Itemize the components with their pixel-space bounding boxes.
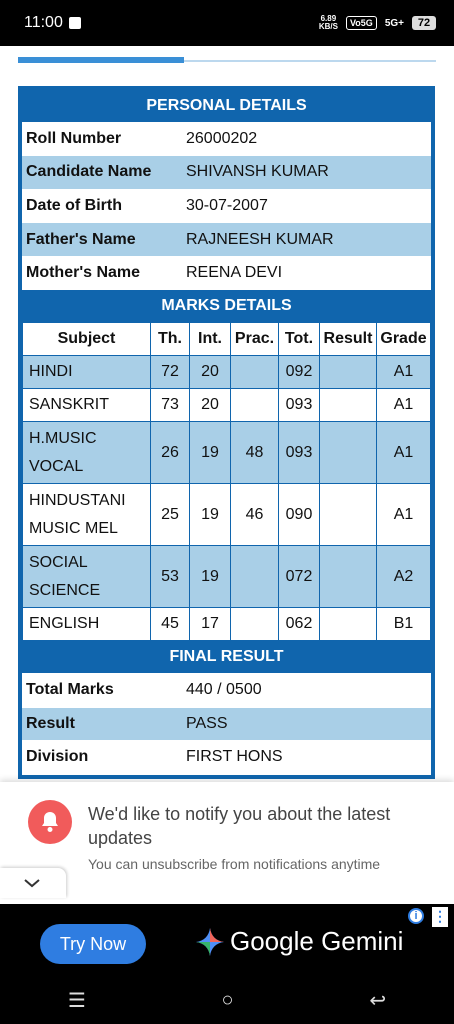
cell-int: 20 — [190, 389, 231, 422]
cell-th: 26 — [151, 422, 190, 484]
marks-details-heading: MARKS DETAILS — [161, 297, 292, 315]
cell-subject: HINDUSTANI MUSIC MEL — [23, 484, 151, 546]
cell-th: 53 — [151, 546, 190, 608]
table-row — [22, 741, 431, 775]
collapse-button[interactable] — [0, 868, 66, 898]
final-result-table — [22, 673, 431, 774]
cell-result — [320, 422, 377, 484]
col-grade: Grade — [377, 323, 431, 356]
back-button[interactable]: ↩ — [369, 989, 387, 1012]
row-value: 440 / 0500 — [182, 673, 431, 707]
row-label: Division — [22, 741, 182, 775]
personal-details-table — [22, 122, 431, 290]
cell-int: 19 — [190, 546, 231, 608]
row-value: 26000202 — [182, 122, 431, 156]
notification-subtitle: You can unsubscribe from notifications anytime — [88, 856, 381, 872]
table-row — [22, 189, 431, 223]
cell-grade: B1 — [377, 608, 431, 641]
cell-grade: A1 — [377, 389, 431, 422]
bell-icon — [28, 800, 72, 844]
status-bar — [0, 0, 454, 46]
cell-tot: 093 — [279, 389, 320, 422]
signal-icon: 5G+ — [384, 17, 404, 29]
ad-info-icon[interactable]: i — [408, 908, 424, 924]
cell-th: 25 — [151, 484, 190, 546]
col-subject: Subject — [23, 323, 151, 356]
result-card — [18, 86, 435, 779]
cell-tot: 062 — [279, 608, 320, 641]
table-row — [23, 389, 431, 422]
row-value: FIRST HONS — [182, 741, 431, 775]
col-th: Th. — [151, 323, 190, 356]
recents-button[interactable]: ☰ — [67, 989, 86, 1012]
ad-banner[interactable] — [0, 904, 454, 976]
try-now-button[interactable]: Try Now — [40, 924, 146, 964]
gemini-star-icon — [196, 928, 224, 956]
cell-result — [320, 389, 377, 422]
cell-th: 72 — [151, 356, 190, 389]
row-value: SHIVANSH KUMAR — [182, 156, 431, 190]
result-page[interactable] — [0, 46, 454, 782]
row-label: Roll Number — [22, 122, 182, 156]
cell-prac: 48 — [231, 422, 279, 484]
cell-tot: 072 — [279, 546, 320, 608]
row-label: Result — [22, 707, 182, 741]
row-label: Mother's Name — [22, 256, 182, 290]
table-row — [22, 256, 431, 290]
table-row — [22, 707, 431, 741]
final-result-heading: FINAL RESULT — [169, 648, 284, 666]
status-icons — [319, 15, 436, 31]
cell-prac — [231, 389, 279, 422]
col-int: Int. — [190, 323, 231, 356]
status-time: 11:00 — [24, 14, 63, 31]
marks-table — [22, 322, 431, 641]
speed-unit: KB/S — [318, 22, 338, 31]
ad-brand: Google Gemini — [230, 926, 404, 956]
cell-result — [320, 356, 377, 389]
cell-subject: SOCIAL SCIENCE — [23, 546, 151, 608]
cell-prac — [231, 356, 279, 389]
cell-grade: A1 — [377, 356, 431, 389]
col-prac: Prac. — [231, 323, 279, 356]
cell-grade: A1 — [377, 484, 431, 546]
cell-tot: 093 — [279, 422, 320, 484]
cell-grade: A2 — [377, 546, 431, 608]
table-row — [23, 422, 431, 484]
system-nav-bar — [0, 976, 454, 1024]
notification-icon — [69, 17, 81, 29]
home-button[interactable]: ○ — [221, 988, 234, 1011]
table-row — [23, 546, 431, 608]
cell-result — [320, 608, 377, 641]
cell-int: 17 — [190, 608, 231, 641]
network-speed — [319, 15, 338, 31]
row-value: REENA DEVI — [182, 256, 431, 290]
personal-details-heading: PERSONAL DETAILS — [146, 97, 307, 114]
col-tot: Tot. — [279, 323, 320, 356]
col-result: Result — [320, 323, 377, 356]
row-label: Candidate Name — [22, 156, 182, 190]
cell-subject: H.MUSIC VOCAL — [23, 422, 151, 484]
cell-result — [320, 484, 377, 546]
table-row — [23, 608, 431, 641]
cell-prac — [231, 546, 279, 608]
table-row — [23, 484, 431, 546]
table-row — [22, 223, 431, 257]
cell-subject: HINDI — [23, 356, 151, 389]
cell-subject: SANSKRIT — [23, 389, 151, 422]
row-value: PASS — [182, 707, 431, 741]
cell-tot: 090 — [279, 484, 320, 546]
cell-prac: 46 — [231, 484, 279, 546]
cell-subject: ENGLISH — [23, 608, 151, 641]
row-value: RAJNEESH KUMAR — [182, 223, 431, 257]
notification-prompt[interactable] — [0, 782, 454, 904]
cell-int: 20 — [190, 356, 231, 389]
cell-th: 73 — [151, 389, 190, 422]
table-row — [22, 156, 431, 190]
notification-title: We'd like to notify you about the latest updates — [88, 804, 391, 848]
row-value: 30-07-2007 — [182, 189, 431, 223]
table-row — [22, 673, 431, 707]
row-label: Father's Name — [22, 223, 182, 257]
battery-icon: 72 — [412, 16, 436, 30]
cell-int: 19 — [190, 422, 231, 484]
cell-prac — [231, 608, 279, 641]
table-header-row — [23, 323, 431, 356]
ad-more-icon[interactable]: ⋮ — [432, 907, 448, 927]
chevron-down-icon — [22, 876, 42, 890]
volte-badge: Vo5G — [346, 16, 377, 30]
active-tab-indicator — [18, 57, 184, 63]
table-row — [23, 356, 431, 389]
cell-th: 45 — [151, 608, 190, 641]
table-row — [22, 122, 431, 156]
cell-grade: A1 — [377, 422, 431, 484]
speed-value: 6.89 — [320, 14, 337, 23]
cell-result — [320, 546, 377, 608]
cell-tot: 092 — [279, 356, 320, 389]
row-label: Total Marks — [22, 673, 182, 707]
row-label: Date of Birth — [22, 189, 182, 223]
cell-int: 19 — [190, 484, 231, 546]
tab-indicator — [18, 60, 436, 62]
